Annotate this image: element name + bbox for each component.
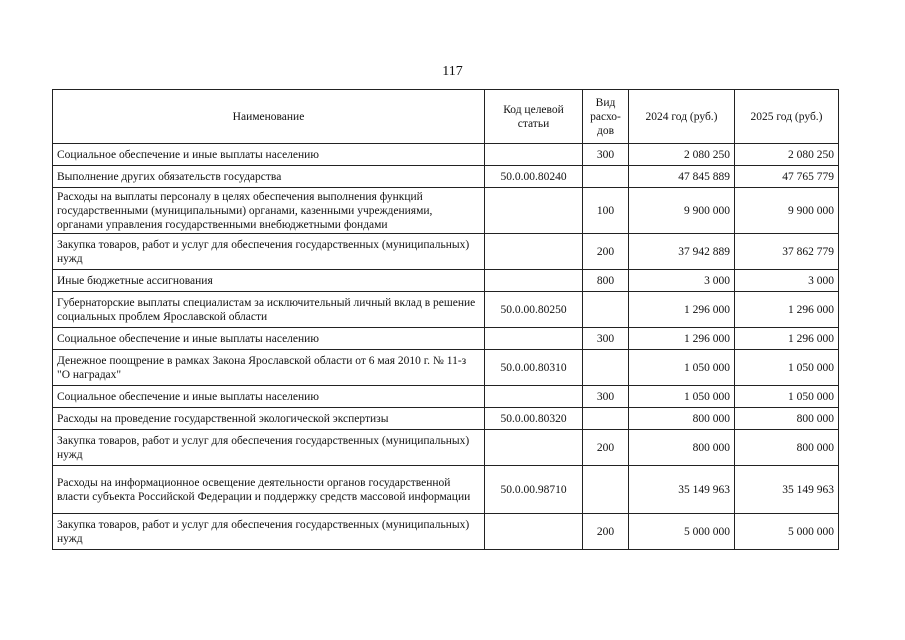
row-2024-cell: 9 900 000 — [629, 188, 735, 234]
row-code-cell: 50.0.00.98710 — [485, 466, 583, 514]
row-kind-cell — [583, 408, 629, 430]
row-2024-cell: 2 080 250 — [629, 144, 735, 166]
row-2025-cell: 37 862 779 — [735, 234, 839, 270]
row-name-cell: Закупка товаров, работ и услуг для обеспечения государственных (муниципальных) нужд — [53, 430, 485, 466]
row-2024-cell: 37 942 889 — [629, 234, 735, 270]
row-2025-cell: 47 765 779 — [735, 166, 839, 188]
row-kind-cell — [583, 292, 629, 328]
row-2024-cell: 800 000 — [629, 430, 735, 466]
row-2025-cell: 3 000 — [735, 270, 839, 292]
row-2025-cell: 5 000 000 — [735, 514, 839, 550]
header-code: Код целевой статьи — [485, 90, 583, 144]
row-kind-cell: 300 — [583, 328, 629, 350]
row-2024-cell: 1 050 000 — [629, 350, 735, 386]
row-kind-cell: 300 — [583, 144, 629, 166]
header-name: Наименование — [53, 90, 485, 144]
row-2025-cell: 800 000 — [735, 430, 839, 466]
row-2024-cell: 1 296 000 — [629, 328, 735, 350]
row-code-cell: 50.0.00.80240 — [485, 166, 583, 188]
row-code-cell — [485, 328, 583, 350]
row-2024-cell: 47 845 889 — [629, 166, 735, 188]
table-row — [53, 328, 839, 350]
table-row — [53, 234, 839, 270]
table-row — [53, 350, 839, 386]
row-code-cell — [485, 144, 583, 166]
table-row — [53, 270, 839, 292]
row-kind-cell — [583, 466, 629, 514]
table-row — [53, 514, 839, 550]
row-kind-cell — [583, 166, 629, 188]
row-2025-cell: 1 050 000 — [735, 350, 839, 386]
row-kind-cell: 200 — [583, 234, 629, 270]
row-kind-cell: 200 — [583, 514, 629, 550]
table-row — [53, 166, 839, 188]
row-name-cell: Закупка товаров, работ и услуг для обеспечения государственных (муниципальных) нужд — [53, 514, 485, 550]
row-name-cell: Губернаторские выплаты специалистам за исключительный личный вклад в решение социальных проблем Ярославской области — [53, 292, 485, 328]
table-header-row — [53, 90, 839, 144]
row-name-cell: Иные бюджетные ассигнования — [53, 270, 485, 292]
row-kind-cell: 300 — [583, 386, 629, 408]
row-2025-cell: 35 149 963 — [735, 466, 839, 514]
row-code-cell — [485, 386, 583, 408]
budget-table — [52, 89, 839, 550]
row-2025-cell: 1 296 000 — [735, 328, 839, 350]
row-code-cell: 50.0.00.80250 — [485, 292, 583, 328]
row-2024-cell: 5 000 000 — [629, 514, 735, 550]
header-2024: 2024 год (руб.) — [629, 90, 735, 144]
row-2025-cell: 800 000 — [735, 408, 839, 430]
row-name-cell: Расходы на проведение государственной экологической экспертизы — [53, 408, 485, 430]
row-name-cell: Социальное обеспечение и иные выплаты населению — [53, 328, 485, 350]
row-2024-cell: 1 296 000 — [629, 292, 735, 328]
table-row — [53, 144, 839, 166]
row-name-cell: Социальное обеспечение и иные выплаты населению — [53, 386, 485, 408]
row-code-cell: 50.0.00.80320 — [485, 408, 583, 430]
row-code-cell — [485, 270, 583, 292]
row-name-cell: Денежное поощрение в рамках Закона Ярославской области от 6 мая 2010 г. № 11-з "О наградах" — [53, 350, 485, 386]
row-kind-cell — [583, 350, 629, 386]
row-2025-cell: 1 296 000 — [735, 292, 839, 328]
row-name-cell: Социальное обеспечение и иные выплаты населению — [53, 144, 485, 166]
row-2025-cell: 1 050 000 — [735, 386, 839, 408]
page-number: 117 — [442, 64, 463, 79]
row-name-cell: Закупка товаров, работ и услуг для обеспечения государственных (муниципальных) нужд — [53, 234, 485, 270]
row-code-cell — [485, 514, 583, 550]
row-kind-cell: 200 — [583, 430, 629, 466]
table-row — [53, 430, 839, 466]
row-code-cell — [485, 430, 583, 466]
row-name-cell: Расходы на выплаты персоналу в целях обеспечения выполнения функций государственными (муниципальными) органами, казенными учреждениями, органами управления государственными внебюджетными фондами — [53, 188, 485, 234]
row-2024-cell: 1 050 000 — [629, 386, 735, 408]
row-2024-cell: 35 149 963 — [629, 466, 735, 514]
header-2025: 2025 год (руб.) — [735, 90, 839, 144]
table-row — [53, 386, 839, 408]
header-kind: Вид расхо-дов — [583, 90, 629, 144]
table-row — [53, 292, 839, 328]
row-code-cell: 50.0.00.80310 — [485, 350, 583, 386]
table-body — [53, 144, 839, 550]
row-2024-cell: 800 000 — [629, 408, 735, 430]
row-kind-cell: 800 — [583, 270, 629, 292]
row-kind-cell: 100 — [583, 188, 629, 234]
row-2025-cell: 2 080 250 — [735, 144, 839, 166]
row-code-cell — [485, 188, 583, 234]
row-code-cell — [485, 234, 583, 270]
table-row — [53, 188, 839, 234]
row-name-cell: Расходы на информационное освещение деятельности органов государственной власти субъекта Российской Федерации и поддержку средств массовой информации — [53, 466, 485, 514]
row-2024-cell: 3 000 — [629, 270, 735, 292]
table-row — [53, 408, 839, 430]
row-2025-cell: 9 900 000 — [735, 188, 839, 234]
table-row — [53, 466, 839, 514]
row-name-cell: Выполнение других обязательств государства — [53, 166, 485, 188]
